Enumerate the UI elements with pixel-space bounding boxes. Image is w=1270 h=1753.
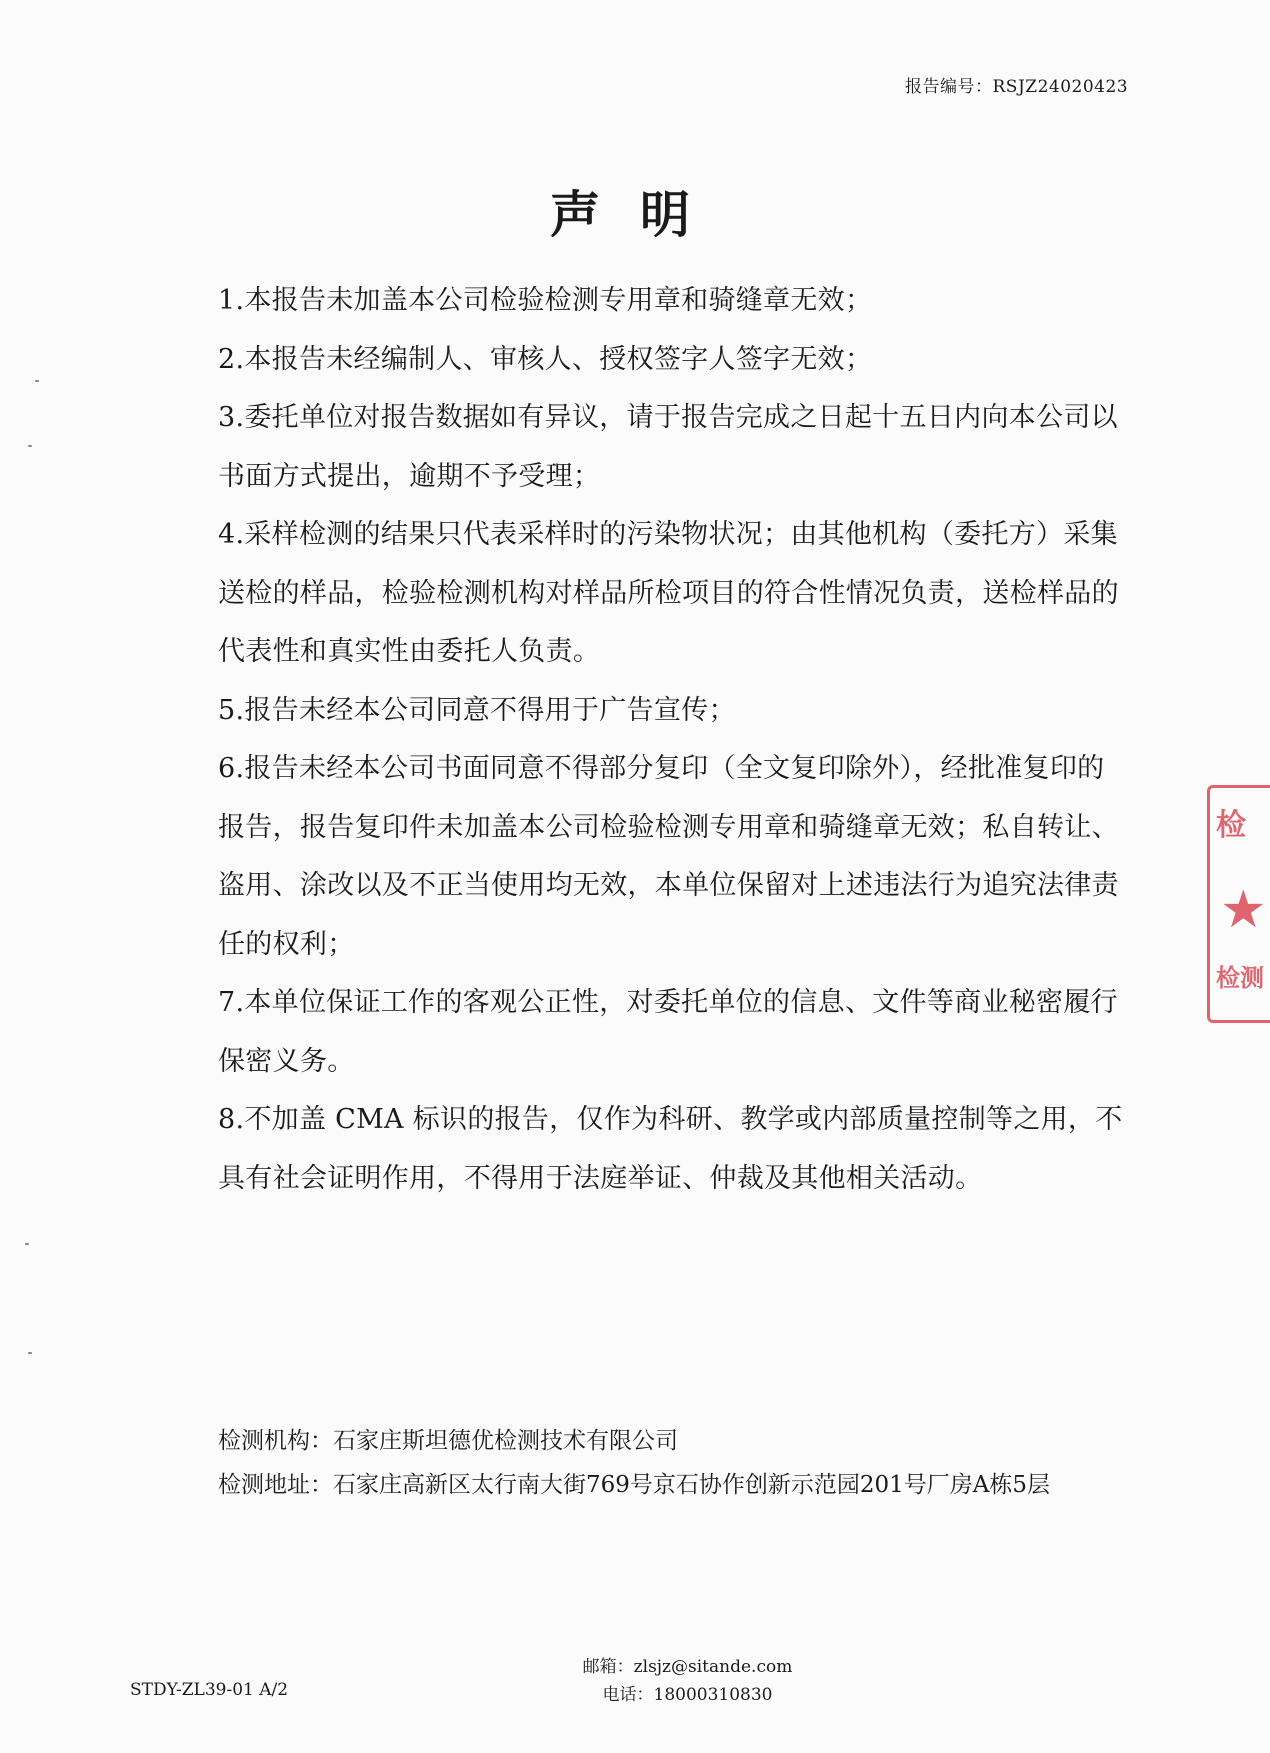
clause-2: 2.本报告未经编制人、审核人、授权签字人签字无效； <box>218 343 873 375</box>
clause-6: 6.报告未经本公司书面同意不得部分复印（全文复印除外），经批准复印的报告，报告复印件未加盖本公司检验检测专用章和骑缝章无效；私自转让、盗用、涂改以及不正当使用均无效，本单位保留对上述违法行为追究法律责任的权利； <box>218 753 1119 960</box>
organization-info <box>218 1419 1050 1507</box>
scan-speck <box>35 380 39 382</box>
clause-5: 5.报告未经本公司同意不得用于广告宣传； <box>218 694 736 726</box>
form-code: STDY-ZL39-01 A/2 <box>130 1680 289 1700</box>
clause-8: 8.不加盖 CMA 标识的报告，仅作为科研、教学或内部质量控制等之用，不具有社会证明作用，不得用于法庭举证、仲裁及其他相关活动。 <box>218 1104 1123 1194</box>
seam-seal-stamp <box>1207 785 1270 1023</box>
page-title: 声明 <box>550 186 730 244</box>
scan-speck <box>28 445 32 447</box>
scan-speck <box>28 1352 32 1354</box>
testing-address: 检测地址：石家庄高新区太行南大街769号京石协作创新示范园201号厂房A栋5层 <box>218 1472 1051 1498</box>
clause-7: 7.本单位保证工作的客观公正性，对委托单位的信息、文件等商业秘密履行保密义务。 <box>218 987 1118 1077</box>
email: 邮箱：zlsjz@sitande.com <box>582 1657 793 1677</box>
testing-agency: 检测机构：石家庄斯坦德优检测技术有限公司 <box>218 1428 678 1454</box>
star-icon: ★ <box>1220 880 1267 940</box>
clause-1: 1.本报告未加盖本公司检验检测专用章和骑缝章无效； <box>218 285 873 316</box>
scan-speck <box>25 1243 29 1245</box>
clause-4: 4.采样检测的结果只代表采样时的污染物状况；由其他机构（委托方）采集送检的样品，检验检测机构对样品所检项目的符合性情况负责，送检样品的代表性和真实性由委托人负责。 <box>218 519 1119 667</box>
seal-char-top: 检 <box>1216 808 1246 843</box>
phone: 电话：18000310830 <box>602 1685 773 1705</box>
declaration-clauses <box>218 272 1128 1208</box>
seal-char-bottom: 检测 <box>1216 963 1264 992</box>
report-number: 报告编号：RSJZ24020423 <box>905 77 1129 97</box>
clause-3: 3.委托单位对报告数据如有异议，请于报告完成之日起十五日内向本公司以书面方式提出，逾期不予受理； <box>218 402 1118 492</box>
